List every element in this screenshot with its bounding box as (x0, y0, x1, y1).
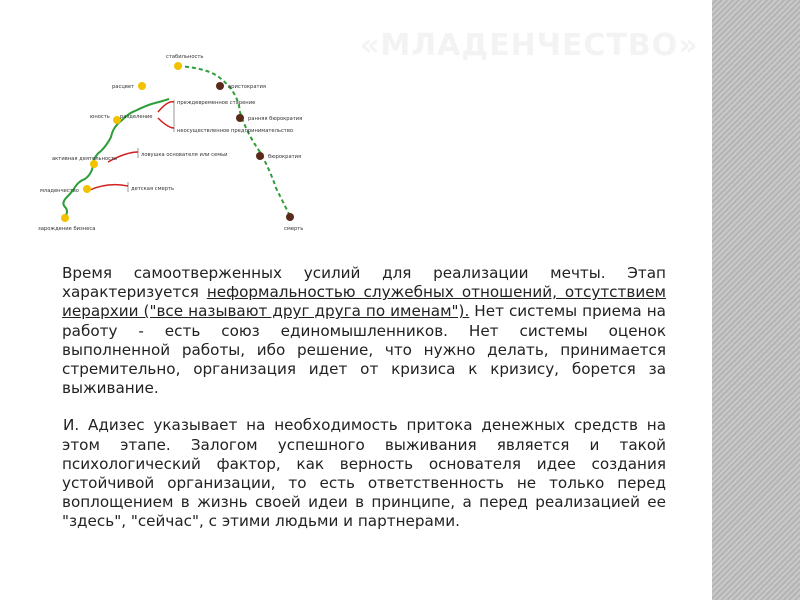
slide-body (62, 264, 666, 532)
node-infancy (83, 185, 91, 193)
node-birth (61, 214, 69, 222)
paragraph-2: И. Адизес указывает на необходимость притока денежных средств на этом этапе. Залогом успешного выживания является и такой психологический фактор, как верность основателя идее создания устойчивой организации, то есть ответственность не только перед воплощением в жизнь своей идеи в принципе, а перед реализацией ее "здесь", "сейчас", с этими людьми и партнерами. (62, 416, 666, 531)
node-death (286, 213, 294, 221)
paragraph-1 (62, 264, 666, 398)
decorative-stripe-panel (712, 0, 800, 600)
label-youth: юность (90, 114, 110, 120)
label-bureaucracy: бюрократия (268, 154, 302, 160)
label-prime: расцвет (112, 84, 135, 90)
node-aristocracy (216, 82, 224, 90)
node-bureaucracy (256, 152, 264, 160)
label-infancy: младенчество (40, 188, 79, 194)
branch-premature-aging (158, 102, 174, 112)
label-infant-death: детская смерть (131, 186, 175, 192)
paragraph-1-rest: Нет системы приема на работу - есть союз единомышленников. Нет системы оценок выполненной работы, ибо решение, что нужно делать, принимается стремительно, организация идет от кризиса к кризису, борется за выживание. (62, 302, 666, 398)
slide-title: «МЛАДЕНЧЕСТВО» (360, 28, 699, 63)
paragraph-1-intro: Время самоотверженных усилий для реализации мечты. Этап характеризуется (62, 264, 666, 302)
label-aristocracy: аристократия (228, 84, 267, 90)
label-split: разделение (120, 114, 153, 120)
label-active: активная деятельность (52, 156, 118, 162)
node-early-bureaucracy (236, 114, 244, 122)
label-birth: зарождение бизнеса (38, 226, 96, 232)
label-early-bureaucracy: ранняя бюрократия (248, 116, 303, 122)
label-unrealized: неосуществленное предпринимательство (177, 128, 294, 134)
lifecycle-diagram (30, 52, 330, 242)
label-premature-aging: преждевременное старение (177, 100, 256, 106)
label-founder-trap: ловушка основателя или семьи (141, 152, 228, 158)
paragraph-1-underlined: неформальностью служебных отношений, отсутствием иерархии ("все называют друг друга по именам"). (62, 283, 667, 321)
label-death: смерть (284, 226, 304, 232)
node-prime (138, 82, 146, 90)
branch-unrealized-entrepreneurship (158, 118, 174, 128)
node-stability (174, 62, 182, 70)
label-stability: стабильность (166, 54, 204, 60)
branch-infant-death (90, 185, 128, 190)
